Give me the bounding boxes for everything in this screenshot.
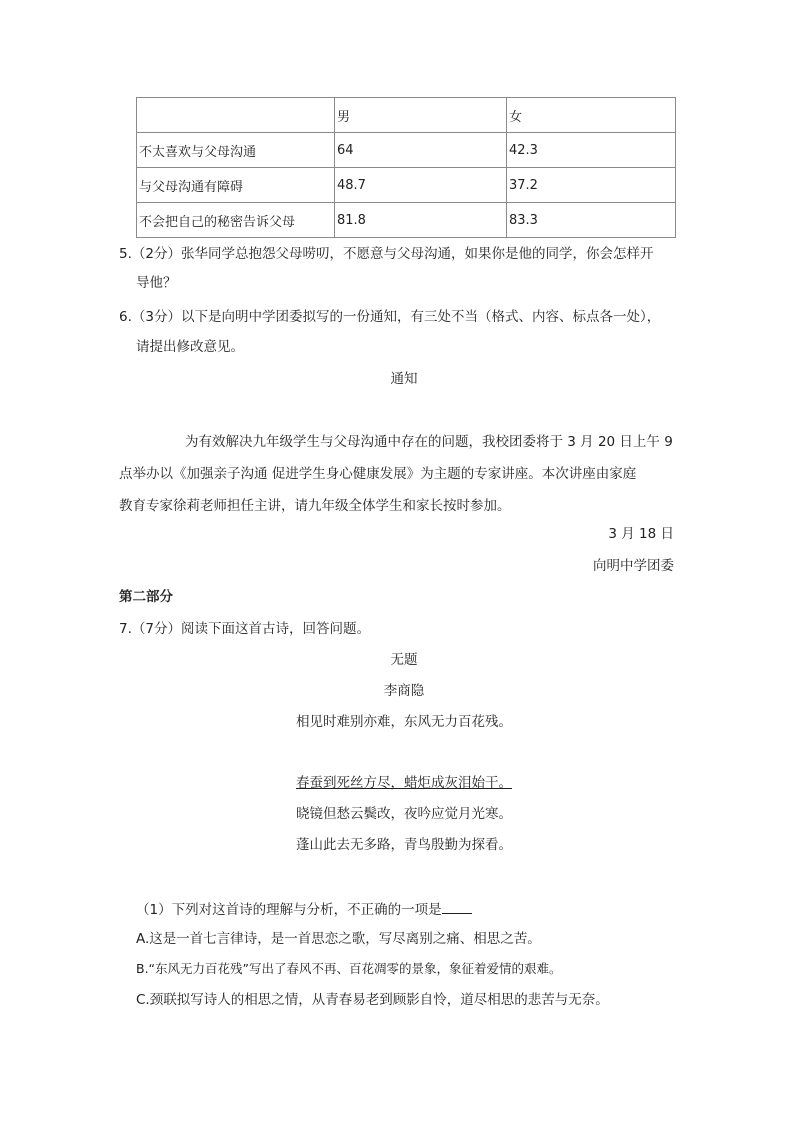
section-heading: 第二部分 [119, 589, 173, 605]
table-cell: 64 [335, 133, 507, 168]
question-6-line1: 6.（3分）以下是向明中学团委拟写的一份通知，有三处不当（格式、内容、标点各一处）， [119, 309, 661, 325]
table-row [137, 203, 676, 238]
table-cell: 37.2 [507, 168, 676, 203]
notice-line2: 点举办以《加强亲子沟通 促进学生身心健康发展》为主题的专家讲座。本次讲座由家庭 [119, 466, 637, 482]
poem-author: 李商隐 [383, 683, 425, 699]
option-a: A.这是一首七言律诗，是一首思恋之歌，写尽离别之痛、相思之苦。 [136, 931, 541, 947]
poem-line-underlined [119, 773, 689, 793]
table-cell: 与父母沟通有障碍 [137, 168, 335, 203]
table-row [137, 168, 676, 203]
notice-title: 通知 [390, 371, 418, 387]
sub-question-1-text: （1）下列对这首诗的理解与分析，不正确的一项是 [136, 902, 442, 918]
poem-line: 蓬山此去无多路，青鸟殷勤为探看。 [296, 837, 512, 853]
table-cell: 不太喜欢与父母沟通 [137, 133, 335, 168]
question-6-line2: 请提出修改意见。 [136, 339, 244, 355]
table-header-cell: 男 [335, 98, 507, 133]
poem-line: 晓镜但愁云鬓改，夜吟应觉月光寒。 [296, 806, 512, 822]
option-b: B.“东风无力百花残”写出了春风不再、百花凋零的景象，象征着爱情的艰难。 [136, 961, 562, 976]
poem-line: 相见时难别亦难，东风无力百花残。 [296, 714, 512, 730]
question-7-intro: 7.（7分）阅读下面这首古诗，回答问题。 [119, 621, 370, 637]
poem-line-text: 春蚕到死丝方尽，蜡炬成灰泪始干。 [296, 775, 512, 791]
table-header-cell: 女 [507, 98, 676, 133]
table-cell: 不会把自己的秘密告诉父母 [137, 203, 335, 238]
notice-line1: 为有效解决九年级学生与父母沟通中存在的问题，我校团委将于 3 月 20 日上午 9 [185, 434, 673, 450]
sub-question-1 [136, 899, 472, 920]
notice-date: 3 月 18 日 [608, 526, 674, 542]
table-cell: 83.3 [507, 203, 676, 238]
table-cell: 48.7 [335, 168, 507, 203]
table-header-cell [137, 98, 335, 133]
answer-blank [442, 899, 472, 914]
table-header-row [137, 98, 676, 133]
table-cell: 42.3 [507, 133, 676, 168]
notice-body [119, 426, 679, 522]
question-6 [119, 307, 699, 357]
poem-title: 无题 [390, 652, 418, 668]
option-c: C.颈联拟写诗人的相思之情，从青春易老到顾影自怜，道尽相思的悲苦与无奈。 [136, 992, 609, 1008]
question-5-line2: 导他？ [136, 275, 177, 291]
question-5 [119, 244, 689, 293]
notice-line3: 教育专家徐莉老师担任主讲，请九年级全体学生和家长按时参加。 [119, 498, 511, 514]
question-5-line1: 5.（2分）张华同学总抱怨父母唠叨，不愿意与父母沟通，如果你是他的同学，你会怎样开 [119, 246, 654, 262]
table-cell: 81.8 [335, 203, 507, 238]
survey-table [136, 97, 676, 238]
notice-signer: 向明中学团委 [593, 558, 674, 574]
table-row [137, 133, 676, 168]
